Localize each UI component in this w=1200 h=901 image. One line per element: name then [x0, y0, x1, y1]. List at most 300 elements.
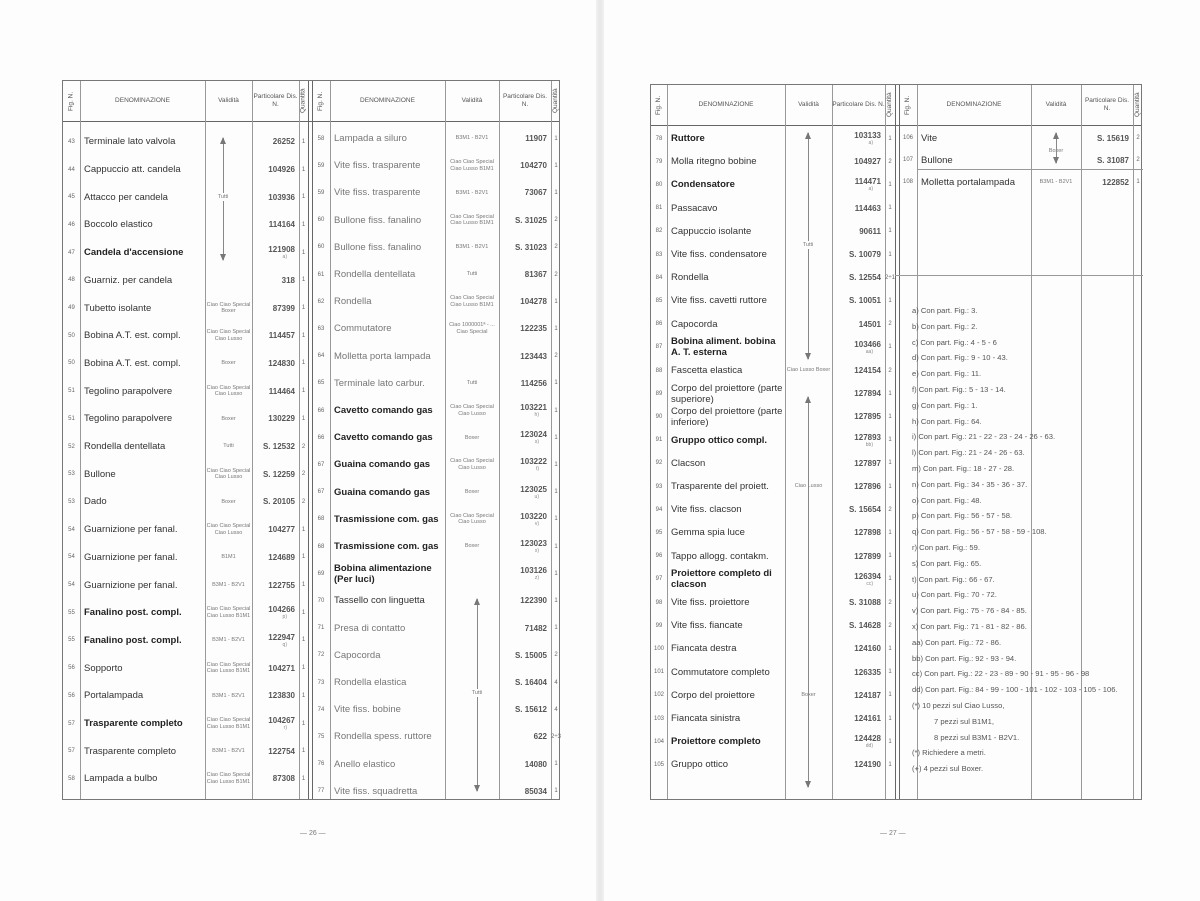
fig-number: 106	[902, 135, 913, 141]
table-row	[63, 765, 308, 793]
part-number-value: 114464	[268, 386, 295, 396]
part-name: Cappuccio isolante	[671, 225, 752, 237]
part-number	[832, 289, 881, 312]
part-name: Cavetto comando gas	[334, 405, 433, 417]
part-note-ref: q)	[282, 641, 287, 648]
part-name: Vite fiss. proiettore	[671, 597, 750, 609]
table-row	[63, 128, 308, 156]
fig-number: 92	[655, 460, 663, 467]
fig-number: 86	[655, 321, 663, 328]
part-number	[499, 424, 547, 451]
table-row	[312, 479, 561, 506]
part-number-value: S. 12259	[262, 469, 295, 479]
part-number	[832, 220, 881, 243]
table-row	[312, 560, 561, 587]
part-note-ref: a)	[868, 186, 873, 193]
table-row	[63, 737, 308, 765]
header-denominazione: DENOMINAZIONE	[115, 97, 170, 104]
fig-number: 73	[317, 679, 325, 686]
footnote: o) Con part. Fig.: 48.	[912, 495, 982, 505]
part-number	[832, 498, 881, 521]
fig-number: 66	[317, 434, 325, 441]
quantity: 1	[301, 332, 306, 339]
fig-number: 51	[68, 388, 75, 395]
quantity: 2	[888, 506, 892, 513]
quantity: 2	[554, 244, 558, 251]
part-note-ref: s)	[534, 439, 539, 446]
validity: B3M1 - B2V1	[1039, 178, 1073, 185]
footnote: f) Con part. Fig.: 5 - 13 - 14.	[912, 384, 1006, 394]
part-name: Vite fiss. trasparente	[334, 160, 421, 172]
part-number-value: S. 15612	[514, 705, 547, 715]
part-name: Boccolo elastico	[84, 219, 153, 231]
footnote: b) Con part. Fig.: 2.	[912, 321, 978, 331]
footnote: p) Con part. Fig.: 56 - 57 - 58.	[912, 511, 1013, 521]
quantity: 1	[301, 305, 306, 312]
table-row	[312, 315, 561, 342]
fig-number: 66	[317, 407, 325, 414]
part-number	[252, 599, 295, 627]
quantity: 1	[888, 529, 892, 536]
part-name: Gemma spia luce	[671, 527, 745, 539]
part-number	[499, 751, 547, 778]
part-number-value: 124190	[854, 760, 881, 770]
fig-number: 59	[317, 162, 325, 169]
part-name: Rondella dentellata	[334, 269, 416, 281]
part-number	[499, 234, 547, 261]
footnote: (*) Richiedere a metri.	[912, 748, 986, 758]
quantity: 1	[554, 625, 558, 632]
table-row	[651, 336, 895, 359]
part-number	[252, 544, 295, 572]
part-number	[252, 737, 295, 765]
part-name: Bobina A.T. est. compl.	[84, 357, 181, 369]
quantity: 1	[301, 692, 306, 699]
fig-number: 46	[68, 221, 75, 228]
fig-number: 104	[653, 738, 664, 745]
part-number-value: 103466	[854, 339, 881, 349]
table-row	[312, 207, 561, 234]
part-name: Vite fiss. cavetti ruttore	[671, 295, 767, 307]
validity: Ciao Ciao Special Boxer	[206, 301, 251, 315]
part-note-ref: aa)	[865, 348, 873, 355]
part-number	[252, 405, 295, 433]
part-note-ref: cc)	[866, 580, 873, 587]
table-row	[63, 516, 308, 544]
part-note-ref: t)	[535, 466, 539, 473]
fig-number: 100	[653, 645, 664, 652]
fig-number: 108	[902, 179, 913, 185]
part-number-value: 103126	[520, 566, 547, 576]
footnote: a) Con part. Fig.: 3.	[912, 306, 978, 315]
part-number	[832, 127, 881, 150]
table-row	[651, 197, 895, 220]
quantity: 1	[301, 138, 306, 145]
part-number	[499, 778, 547, 805]
part-name: Bobina aliment. bobina A. T. esterna	[671, 336, 776, 359]
table-row	[651, 266, 895, 289]
quantity: 1	[301, 221, 306, 228]
part-number-value: 14080	[524, 759, 547, 769]
part-name: Candela d'accensione	[84, 247, 184, 259]
quantity: 2	[888, 367, 892, 374]
part-number-value: 127894	[854, 389, 881, 399]
part-number-value: 103220	[520, 511, 547, 521]
footnote: r) Con part. Fig.: 59.	[912, 542, 980, 552]
part-number-value: 87399	[272, 303, 295, 313]
part-name: Proiettore completo	[671, 736, 761, 748]
part-number	[499, 642, 547, 669]
part-note-ref: v)	[534, 520, 539, 527]
footnote: bb) Con part. Fig.: 92 - 93 - 94.	[912, 653, 1017, 663]
table-row	[651, 289, 895, 312]
fig-number: 80	[655, 181, 663, 188]
part-name: Lampada a siluro	[334, 133, 407, 145]
part-number-value: 104927	[854, 157, 881, 167]
quantity: 1	[554, 189, 558, 196]
table-row	[651, 475, 895, 498]
part-number-value: S. 15005	[514, 650, 547, 660]
table-row	[651, 452, 895, 475]
part-name: Rondella	[334, 296, 372, 308]
quantity: 1	[888, 437, 892, 444]
fig-number: 50	[68, 332, 75, 339]
quantity: 1	[301, 720, 306, 727]
validity: Boxer	[221, 498, 236, 505]
page-number-right: — 27 —	[880, 830, 906, 837]
fig-number: 76	[317, 761, 325, 768]
quantity: 1	[888, 181, 892, 188]
part-number	[252, 322, 295, 350]
quantity: 1	[301, 277, 306, 284]
table-row	[63, 183, 308, 211]
fig-number: 101	[653, 669, 664, 676]
table-row	[651, 243, 895, 266]
part-number	[252, 627, 295, 655]
part-number-value: 114256	[520, 378, 547, 388]
quantity: 1	[888, 553, 892, 560]
part-number-value: 122852	[1102, 177, 1129, 187]
part-name: Trasparente del proiett.	[671, 481, 769, 493]
part-name: Vite fiss. squadretta	[334, 785, 418, 797]
part-number-value: 127897	[854, 458, 881, 468]
fig-number: 105	[653, 761, 664, 768]
part-number-value: 81367	[524, 270, 547, 280]
part-number-value: S. 20105	[262, 497, 295, 507]
part-note-ref: h)	[534, 412, 539, 419]
part-number-value: 104270	[520, 161, 547, 171]
part-number-value: 124160	[854, 644, 881, 654]
part-number	[252, 516, 295, 544]
table-row	[312, 451, 561, 478]
validity: Ciao Ciao Special Ciao Lusso	[450, 512, 494, 526]
quantity: 2÷3	[551, 733, 561, 740]
quantity: 1	[301, 637, 306, 644]
part-number-value: 127893	[854, 432, 881, 442]
quantity: 2	[554, 271, 558, 278]
part-number-value: 318	[281, 275, 295, 285]
quantity: 1	[888, 251, 892, 258]
part-name: Vite fiss. trasparente	[334, 187, 421, 199]
fig-number: 88	[655, 367, 663, 374]
quantity: 1	[554, 543, 558, 550]
part-number-value: 127899	[854, 551, 881, 561]
part-number	[499, 152, 547, 179]
quantity: 1	[554, 434, 558, 441]
fig-number: 72	[317, 652, 325, 659]
part-name: Vite fiss. condensatore	[671, 249, 767, 261]
part-number	[499, 288, 547, 315]
header-particolare-2: Particolare Dis. N.	[502, 93, 548, 108]
validity: B3M1 - B2V1	[212, 581, 245, 588]
quantity: 1	[301, 388, 306, 395]
fig-number: 70	[317, 597, 325, 604]
footnote: 8 pezzi sul B3M1 - B2V1.	[934, 732, 1020, 742]
fig-number: 82	[655, 228, 663, 235]
fig-number: 56	[68, 665, 75, 672]
part-name: Tegolino parapolvere	[84, 413, 173, 425]
fig-number: 77	[317, 788, 325, 795]
part-number	[832, 591, 881, 614]
part-number-value: 130229	[268, 414, 295, 424]
part-number-value: 103936	[268, 192, 295, 202]
part-number	[499, 125, 547, 152]
part-number	[832, 197, 881, 220]
part-number	[832, 173, 881, 196]
part-name: Trasparente completo	[84, 745, 177, 757]
table-row	[312, 424, 561, 451]
part-number-value: 85034	[524, 786, 547, 796]
validity: B3M1 - B2V1	[455, 135, 489, 142]
part-number-value: S. 16404	[514, 678, 547, 688]
table-row	[651, 753, 895, 776]
fig-number: 67	[317, 461, 325, 468]
part-name: Commutatore	[334, 323, 392, 335]
fig-number: 81	[655, 205, 663, 212]
validity: Boxer	[221, 415, 236, 422]
header-particolare-2: Particolare Dis. N.	[1084, 97, 1130, 112]
header-validita: Validità	[218, 97, 239, 104]
quantity: 1	[301, 554, 306, 561]
quantity: 1	[888, 576, 892, 583]
part-name: Passacavo	[671, 202, 718, 214]
quantity: 1	[888, 390, 892, 397]
table-row	[312, 261, 561, 288]
part-number	[252, 239, 295, 267]
part-name: Corpo del proiettore (parte inferiore)	[671, 405, 783, 428]
fig-number: 103	[653, 715, 664, 722]
part-number	[252, 377, 295, 405]
table-row	[899, 149, 1143, 171]
table-row	[312, 723, 561, 750]
validity: Boxer	[464, 543, 480, 550]
page-number-left: — 26 —	[300, 830, 326, 837]
part-number	[832, 313, 881, 336]
quantity: 4	[554, 679, 558, 686]
fig-number: 85	[655, 297, 663, 304]
footnote: aa) Con part. Fig.: 72 - 86.	[912, 637, 1002, 647]
quantity: 1	[554, 489, 558, 496]
part-name: Cappuccio att. candela	[84, 164, 181, 176]
table-row	[651, 591, 895, 614]
part-name: Vite fiss. clacson	[671, 504, 742, 516]
part-number	[499, 506, 547, 533]
validity: Boxer	[221, 360, 236, 367]
part-number	[499, 560, 547, 587]
quantity: 1	[888, 344, 892, 351]
part-number	[832, 336, 881, 359]
part-number-value: 104267	[268, 716, 295, 726]
validity-range-label: Boxer	[1046, 147, 1066, 155]
part-name: Attacco per candela	[84, 191, 168, 203]
part-name: Bobina A.T. est. compl.	[84, 330, 181, 342]
header-quantita-2: Quantità	[552, 88, 559, 114]
fig-number: 102	[653, 692, 664, 699]
quantity: 1	[554, 570, 558, 577]
part-number-value: 127896	[854, 482, 881, 492]
part-number	[499, 261, 547, 288]
validity-range-arrow	[808, 397, 809, 787]
validity: Ciao Lusso Boxer	[786, 367, 831, 374]
fig-number: 89	[655, 390, 663, 397]
fig-number: 44	[68, 166, 75, 173]
part-name: Fanalino post. compl.	[84, 634, 182, 646]
validity-range-arrow	[1056, 133, 1057, 163]
fig-number: 61	[317, 271, 325, 278]
part-number	[832, 753, 881, 776]
table-row	[63, 433, 308, 461]
table-row	[312, 370, 561, 397]
table-row	[312, 288, 561, 315]
validity-range-label: Tutti	[798, 241, 818, 249]
table-row	[312, 397, 561, 424]
table-row	[312, 234, 561, 261]
header-quantita-2: Quantità	[1134, 92, 1141, 118]
part-note-ref: a)	[282, 254, 287, 261]
quantity: 1	[888, 669, 892, 676]
part-number	[252, 460, 295, 488]
part-name: Capocorda	[671, 318, 718, 330]
table-row	[312, 152, 561, 179]
part-note-ref: bb)	[865, 441, 873, 448]
part-number-value: 104271	[268, 663, 295, 673]
table-row	[312, 615, 561, 642]
table-row	[651, 359, 895, 382]
part-name: Clacson	[671, 457, 706, 469]
part-name: Portalampada	[84, 690, 144, 702]
part-number-value: S. 15654	[848, 505, 881, 515]
part-number-value: 123024	[520, 430, 547, 440]
part-number-value: S. 10051	[848, 296, 881, 306]
part-name: Capocorda	[334, 649, 381, 661]
validity: B3M1 - B2V1	[212, 747, 245, 754]
table-row	[651, 521, 895, 544]
fig-number: 51	[68, 415, 75, 422]
part-name: Trasmissione com. gas	[334, 541, 439, 553]
part-name: Molletta porta lampada	[334, 350, 431, 362]
fig-number: 49	[68, 305, 75, 312]
validity: Ciao Ciao Special Ciao Lusso	[206, 329, 251, 342]
table-row	[312, 533, 561, 560]
part-number-value: 124187	[854, 690, 881, 700]
quantity: 1	[301, 609, 306, 616]
quantity: 1	[554, 298, 558, 305]
fig-number: 57	[68, 720, 75, 727]
validity: B1M1	[221, 554, 236, 561]
fig-number: 56	[68, 692, 75, 699]
part-number	[832, 521, 881, 544]
part-number	[832, 614, 881, 637]
part-number-value: 124830	[268, 358, 295, 368]
part-name: Fiancata destra	[671, 643, 737, 655]
table-row	[312, 751, 561, 778]
table-row	[899, 171, 1143, 193]
quantity: 2÷1	[885, 274, 895, 281]
validity: Ciao Ciao Special Ciao Lusso B1M1	[206, 717, 251, 730]
header-fig-2: Fig. N.	[317, 91, 324, 111]
part-name: Corpo del proiettore (parte superiore)	[671, 382, 783, 405]
part-number-value: 127898	[854, 528, 881, 538]
validity: Ciao 1000001ª - ... Ciao Special	[449, 322, 495, 335]
validity: Ciao Ciao Special Ciao Lusso B1M1	[206, 772, 251, 785]
part-number	[832, 266, 881, 289]
part-name: Rondella dentellata	[84, 441, 166, 453]
validity: Ciao Ciao Special Ciao Lusso B1M1	[206, 606, 251, 619]
part-number-value: 122947	[268, 632, 295, 642]
part-number-value: 622	[533, 732, 547, 742]
quantity: 2	[1136, 157, 1140, 163]
fig-number: 87	[655, 344, 663, 351]
part-number-value: 71482	[524, 623, 547, 633]
validity: Boxer	[464, 434, 480, 441]
validity: Ciao Ciao Special Ciao Lusso	[450, 458, 494, 471]
quantity: 1	[554, 461, 558, 468]
part-number	[252, 183, 295, 211]
fig-number: 69	[317, 570, 325, 577]
table-row	[651, 684, 895, 707]
header-fig: Fig. N.	[655, 95, 662, 115]
fig-number: 58	[317, 135, 325, 142]
table-row	[63, 239, 308, 267]
validity: Tutti	[223, 443, 234, 450]
validity: Boxer	[464, 488, 480, 495]
validity: B3M1 - B2V1	[455, 189, 489, 196]
part-name: Gruppo ottico compl.	[671, 434, 768, 446]
table-row	[312, 642, 561, 669]
footnotes	[912, 306, 1142, 780]
quantity: 1	[554, 788, 558, 795]
validity: Ciao Ciao Special Ciao Lusso	[206, 467, 251, 481]
part-number-value: 122754	[268, 746, 295, 756]
part-number-value: S. 31087	[1096, 155, 1129, 165]
table-row	[651, 614, 895, 637]
part-number-value: 124428	[854, 734, 881, 744]
part-name: Anello elastico	[334, 758, 396, 770]
table-row	[63, 294, 308, 322]
part-number-value: 103221	[520, 403, 547, 413]
part-number	[252, 211, 295, 239]
part-number	[832, 243, 881, 266]
table-row	[63, 267, 308, 295]
validity: B3M1 - B2V1	[212, 637, 245, 644]
quantity: 1	[554, 407, 558, 414]
part-number	[499, 615, 547, 642]
fig-number: 78	[655, 135, 663, 142]
part-number	[832, 452, 881, 475]
fig-number: 94	[655, 506, 663, 513]
quantity: 1	[554, 162, 558, 169]
part-number-value: 114164	[268, 220, 295, 230]
